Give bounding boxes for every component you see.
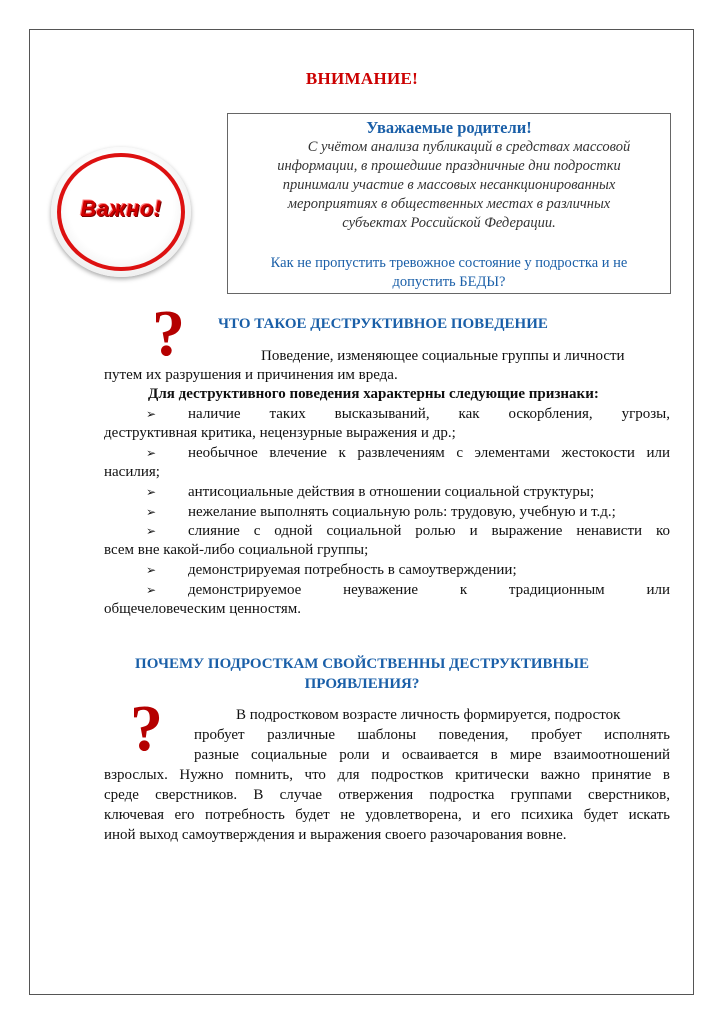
- notice-question: [228, 254, 670, 292]
- notice-body-line: информации, в прошедшие праздничные дни подростки: [277, 158, 621, 174]
- list-bullet-icon: ➢: [146, 446, 157, 460]
- notice-body-line: С учётом анализа публикаций в средствах массовой: [307, 139, 631, 155]
- page-title: ВНИМАНИЕ!: [305, 69, 419, 88]
- section2-text-line: В подростковом возрасте личность формируется, подросток: [236, 707, 621, 723]
- parents-notice-box: [227, 113, 671, 294]
- section2-text-line: ключевая его потребность будет не удовлетворена, и его психика будет искать: [104, 807, 670, 823]
- section1-heading: ЧТО ТАКОЕ ДЕСТРУКТИВНОЕ ПОВЕДЕНИЕ: [218, 316, 548, 332]
- important-badge: [51, 147, 191, 277]
- section2-text-line: пробует различные шаблоны поведения, пробует исполнять: [194, 727, 670, 743]
- notice-question-line: Как не пропустить тревожное состояние у подростка и не: [270, 255, 628, 271]
- notice-body-line: мероприятиях в общественных местах в различных: [287, 196, 611, 212]
- list-item-continuation: общечеловеческим ценностям.: [104, 601, 301, 617]
- section2-text-line: разные социальные роли и осваивается в мире взаимоотношений: [194, 747, 670, 763]
- signs-heading: Для деструктивного поведения характерны следующие признаки:: [148, 386, 599, 402]
- notice-body: [228, 138, 670, 233]
- section2-heading-line: ПРОЯВЛЕНИЯ?: [304, 676, 420, 692]
- list-bullet-icon: ➢: [146, 485, 157, 499]
- question-mark-icon: ?: [130, 692, 163, 765]
- notice-heading: Уважаемые родители!: [366, 118, 532, 137]
- section2-text-line: иной выход самоутверждения и выражения своего разочарования вовне.: [104, 827, 567, 843]
- notice-body-line: принимали участие в массовых несанкционированных: [282, 177, 616, 193]
- list-item: необычное влечение к развлечениям с элементами жестокости или: [188, 445, 670, 461]
- section2-heading-line: ПОЧЕМУ ПОДРОСТКАМ СВОЙСТВЕННЫ ДЕСТРУКТИВНЫЕ: [135, 656, 589, 672]
- list-item-continuation: всем вне какой-либо социальной группы;: [104, 542, 369, 558]
- section2-text-line: среде сверстников. В случае отвержения подростка группами сверстников,: [104, 787, 670, 803]
- list-item: демонстрируемое неуважение к традиционным или: [188, 582, 670, 598]
- question-mark-icon: ?: [152, 297, 185, 370]
- list-bullet-icon: ➢: [146, 505, 157, 519]
- list-item-continuation: деструктивная критика, нецензурные выражения и др.;: [104, 425, 456, 441]
- list-item: наличие таких высказываний, как оскорбления, угрозы,: [188, 406, 670, 422]
- badge-label: Важно!: [80, 196, 162, 221]
- section2-text-line: взрослых. Нужно помнить, что для подростков критически важно принятие в: [104, 767, 670, 783]
- list-item: антисоциальные действия в отношении социальной структуры;: [188, 484, 595, 500]
- list-item: слияние с одной социальной ролью и выражение ненависти ко: [188, 523, 670, 539]
- list-bullet-icon: ➢: [146, 583, 157, 597]
- notice-body-line: субъектах Российской Федерации.: [342, 215, 556, 231]
- list-item: нежелание выполнять социальную роль: трудовую, учебную и т.д.;: [188, 504, 616, 520]
- list-bullet-icon: ➢: [146, 407, 157, 421]
- list-bullet-icon: ➢: [146, 563, 157, 577]
- list-bullet-icon: ➢: [146, 524, 157, 538]
- notice-question-line: допустить БЕДЫ?: [392, 274, 506, 290]
- list-item-continuation: насилия;: [104, 464, 160, 480]
- list-item: демонстрируемая потребность в самоутверждении;: [188, 562, 517, 578]
- definition-line: путем их разрушения и причинения им вреда.: [104, 367, 398, 383]
- section2-heading: [0, 654, 724, 694]
- definition-line: Поведение, изменяющее социальные группы и личности: [261, 348, 625, 364]
